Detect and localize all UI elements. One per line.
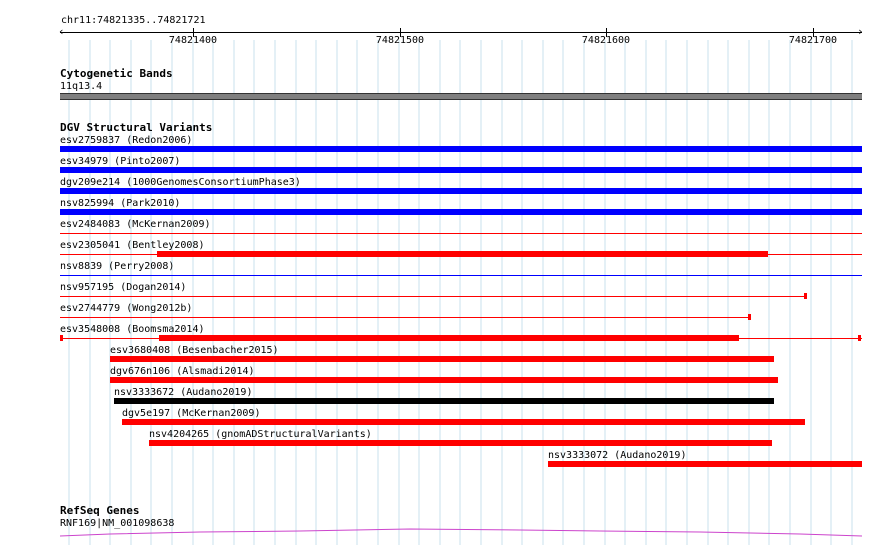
ruler-tick-label: 74821700 bbox=[788, 35, 838, 46]
variant-label: nsv4204265 (gnomADStructuralVariants) bbox=[149, 429, 372, 440]
ruler-left-arrow-icon: ‹ bbox=[58, 25, 65, 38]
variant-label: esv3680408 (Besenbacher2015) bbox=[110, 345, 279, 356]
cytoband-track-title: Cytogenetic Bands bbox=[60, 67, 173, 80]
variant-label: nsv825994 (Park2010) bbox=[60, 198, 181, 209]
variant-label: dgv676n106 (Alsmadi2014) bbox=[110, 366, 255, 377]
variant-label: esv2759837 (Redon2006) bbox=[60, 135, 193, 146]
variant-label: esv2305041 (Bentley2008) bbox=[60, 240, 205, 251]
variant-label: dgv209e214 (1000GenomesConsortiumPhase3) bbox=[60, 177, 301, 188]
location-label: chr11:74821335..74821721 bbox=[61, 15, 206, 26]
ruler-tick-label: 74821400 bbox=[168, 35, 218, 46]
variant-label: esv3548008 (Boomsma2014) bbox=[60, 324, 205, 335]
variant-label: esv34979 (Pinto2007) bbox=[60, 156, 181, 167]
variant-label: nsv3333672 (Audano2019) bbox=[114, 387, 253, 398]
dgv-track-title: DGV Structural Variants bbox=[60, 121, 213, 134]
ruler-tick-label: 74821500 bbox=[375, 35, 425, 46]
ruler-tick-label: 74821600 bbox=[581, 35, 631, 46]
variant-label: nsv8839 (Perry2008) bbox=[60, 261, 175, 272]
variant-label: nsv957195 (Dogan2014) bbox=[60, 282, 187, 293]
ruler-right-arrow-icon: › bbox=[857, 25, 864, 38]
variant-label: dgv5e197 (McKernan2009) bbox=[122, 408, 261, 419]
variant-label: nsv3333072 (Audano2019) bbox=[548, 450, 687, 461]
variant-label: esv2484083 (McKernan2009) bbox=[60, 219, 211, 230]
refseq-track-title: RefSeq Genes bbox=[60, 504, 140, 517]
refseq-gene-label: RNF169|NM_001098638 bbox=[60, 518, 175, 529]
cytoband-label: 11q13.4 bbox=[60, 81, 103, 92]
variant-label: esv2744779 (Wong2012b) bbox=[60, 303, 193, 314]
